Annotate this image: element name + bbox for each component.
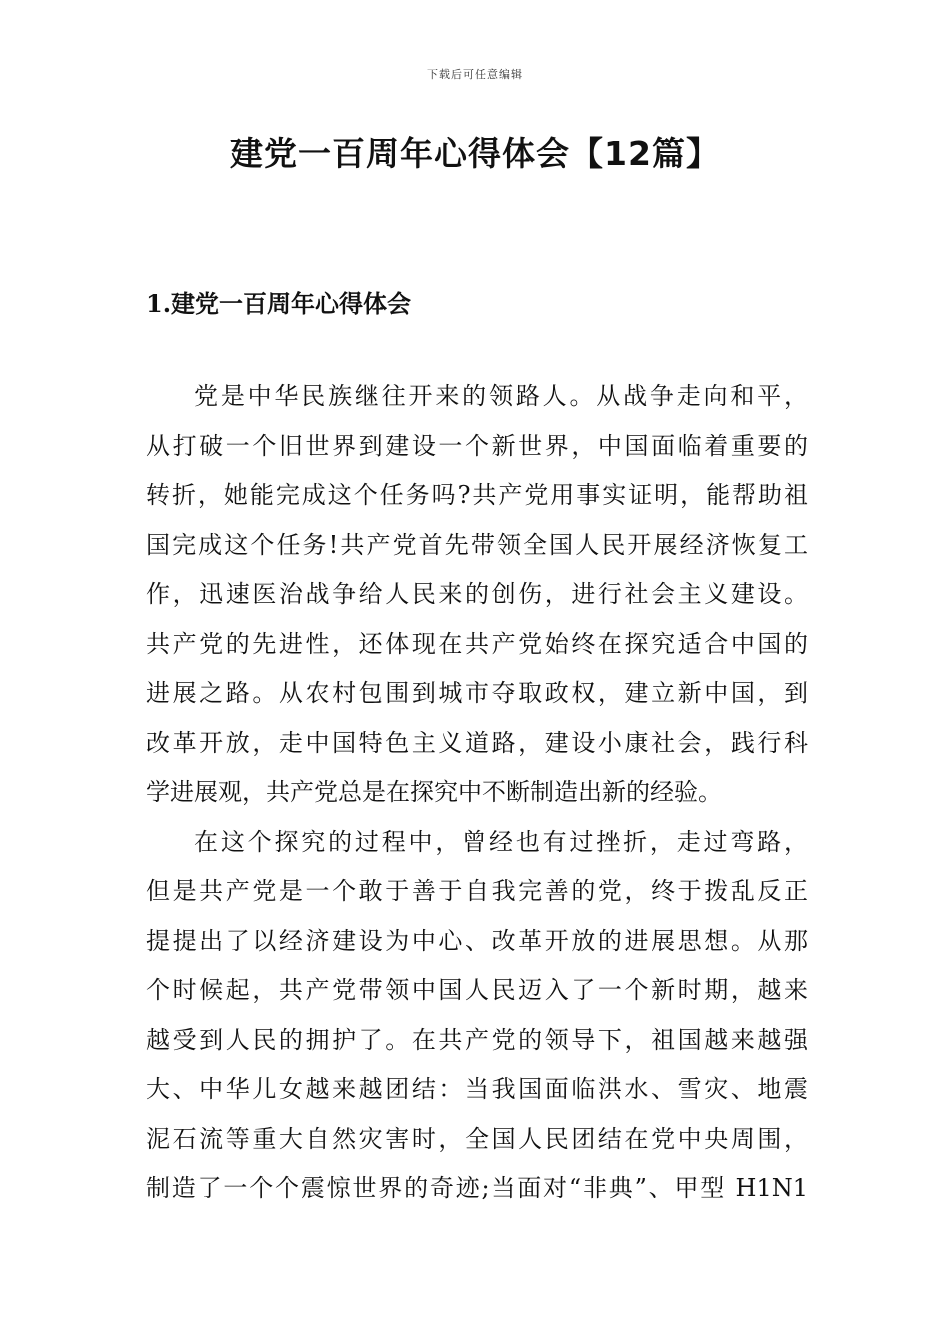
header-note: 下载后可任意编辑 — [427, 68, 523, 81]
text-line: 国完成这个任务!共产党首先带领全国人民开展经济恢复工 — [146, 530, 808, 559]
text-line: 作，迅速医治战争给人民来的创伤，进行社会主义建设。 — [146, 580, 808, 608]
text-line: 进展之路。从农村包围到城市夺取政权，建立新中国，到 — [146, 679, 808, 707]
text-line: 从打破一个旧世界到建设一个新世界，中国面临着重要的 — [146, 431, 808, 460]
section-heading: 1.建党一百周年心得体会 — [146, 289, 412, 318]
text-line: 在这个探究的过程中，曾经也有过挫折，走过弯路， — [194, 827, 808, 856]
text-line: 泥石流等重大自然灾害时，全国人民团结在党中央周围， — [146, 1124, 808, 1153]
text-line: 学进展观，共产党总是在探究中不断制造出新的经验。 — [146, 778, 722, 806]
text-line: 但是共产党是一个敢于善于自我完善的党，终于拨乱反正 — [146, 877, 808, 905]
text-line: 个时候起，共产党带领中国人民迈入了一个新时期，越来 — [146, 976, 808, 1004]
text-line: 越受到人民的拥护了。在共产党的领导下，祖国越来越强 — [146, 1025, 808, 1054]
text-line: 大、中华儿女越来越团结：当我国面临洪水、雪灾、地震 — [146, 1075, 808, 1103]
text-line: 转折，她能完成这个任务吗?共产党用事实证明，能帮助祖 — [146, 481, 808, 509]
paragraph-2 — [146, 818, 808, 1214]
body-text — [146, 372, 808, 1214]
text-line: 党是中华民族继往开来的领路人。从战争走向和平， — [194, 382, 808, 410]
document-title: 建党一百周年心得体会【12篇】 — [230, 134, 720, 173]
text-line: 共产党的先进性，还体现在共产党始终在探究适合中国的 — [146, 629, 808, 658]
paragraph-1 — [146, 372, 808, 818]
text-line: 改革开放，走中国特色主义道路，建设小康社会，践行科 — [146, 728, 808, 757]
text-line: 提提出了以经济建设为中心、改革开放的进展思想。从那 — [146, 926, 808, 955]
text-line: 制造了一个个震惊世界的奇迹;当面对“非典”、甲型 H1N1 — [146, 1174, 808, 1202]
